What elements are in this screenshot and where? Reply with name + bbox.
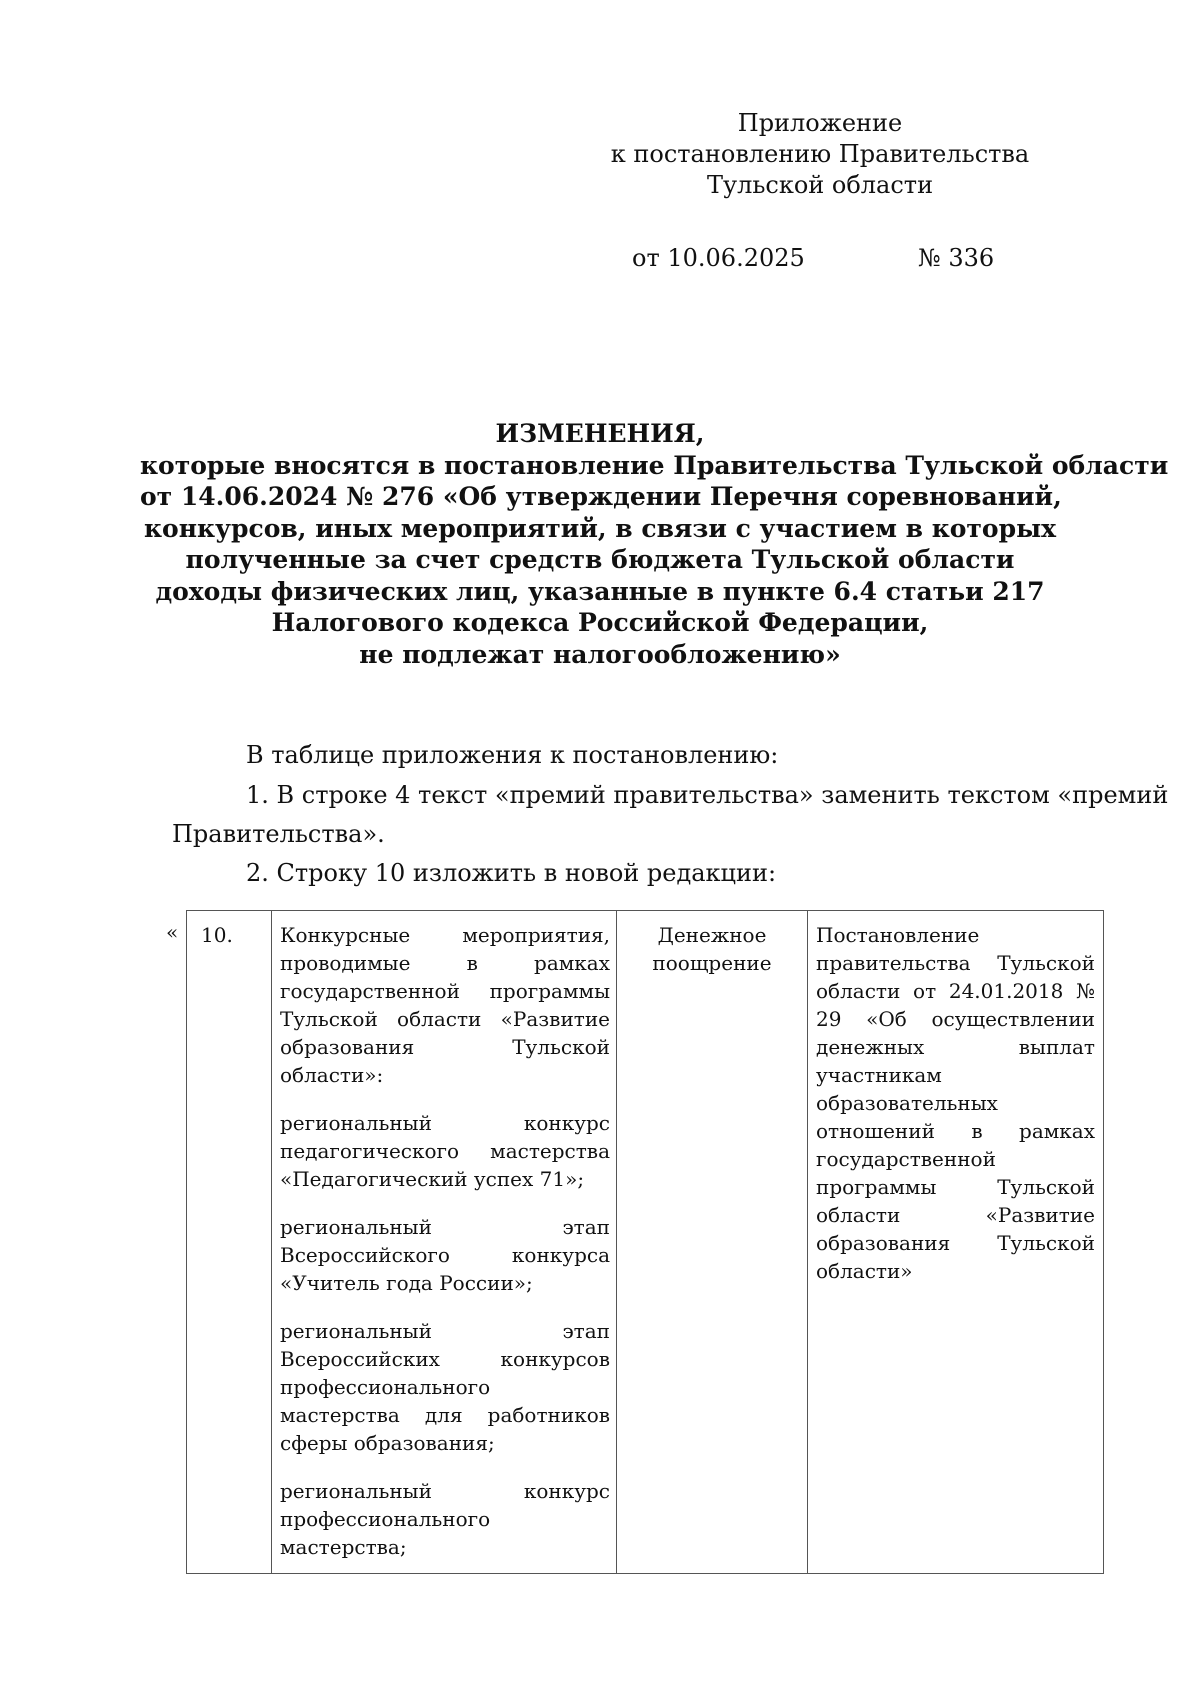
title-line: конкурсов, иных мероприятий, в связи с участием в которых — [143, 513, 1057, 543]
appendix-line-1: Приложение — [737, 109, 903, 137]
title-line: Налогового кодекса Российской Федерации, — [271, 608, 929, 637]
appendix-line-2: к постановлению Правительства — [610, 140, 1030, 168]
body-item-2: 2. Строку 10 изложить в новой редакции: — [246, 859, 777, 887]
table-open-quote: « — [166, 920, 179, 944]
title-line: доходы физических лиц, указанные в пункте 6.4 статьи 217 — [155, 576, 1045, 606]
reward-kind-cell: Денежное поощрение — [617, 911, 808, 1574]
appendix-line-3: Тульской области — [706, 171, 934, 199]
event-name: региональный конкурс профессионального мастерства; — [280, 1479, 610, 1559]
event-name: региональный этап Всероссийских конкурсов профессионального мастерства для работников сферы образования; — [280, 1319, 610, 1455]
row-number: 10. — [187, 911, 272, 1574]
event-names-cell — [272, 911, 617, 1574]
table-row — [187, 911, 1104, 1574]
appendix-number: № 336 — [918, 244, 995, 272]
event-name: региональный этап Всероссийского конкурса «Учитель года России»; — [280, 1215, 610, 1295]
title-line: которые вносятся в постановление Правительства Тульской области — [140, 450, 1169, 480]
body-item-1-line-2: Правительства». — [172, 820, 385, 848]
event-name: региональный конкурс педагогического мастерства «Педагогический успех 71»; — [280, 1111, 610, 1191]
title-heading: ИЗМЕНЕНИЯ, — [495, 419, 705, 448]
legal-basis-cell: Постановление правительства Тульской области от 24.01.2018 № 29 «Об осуществлении денежных выплат участникам образовательных отношений в рамках государственной программы Тульской области «Развитие образования Тульской области» — [808, 911, 1104, 1574]
title-line: от 14.06.2024 № 276 «Об утверждении Перечня соревнований, — [140, 482, 1062, 511]
document-title — [140, 418, 1169, 670]
body-item-1-line-1: 1. В строке 4 текст «премий правительства» заменить текстом «премий — [246, 781, 1169, 809]
appendix-date: от 10.06.2025 — [632, 244, 805, 272]
title-line: не подлежат налогообложению» — [359, 639, 841, 669]
appendix-header — [600, 108, 1040, 201]
event-name: Конкурсные мероприятия, проводимые в рамках государственной программы Тульской области «Развитие образования Тульской области»: — [280, 923, 610, 1087]
title-line: полученные за счет средств бюджета Тульской области — [185, 545, 1015, 574]
amendment-table — [186, 910, 1104, 1574]
body-intro: В таблице приложения к постановлению: — [246, 741, 779, 769]
